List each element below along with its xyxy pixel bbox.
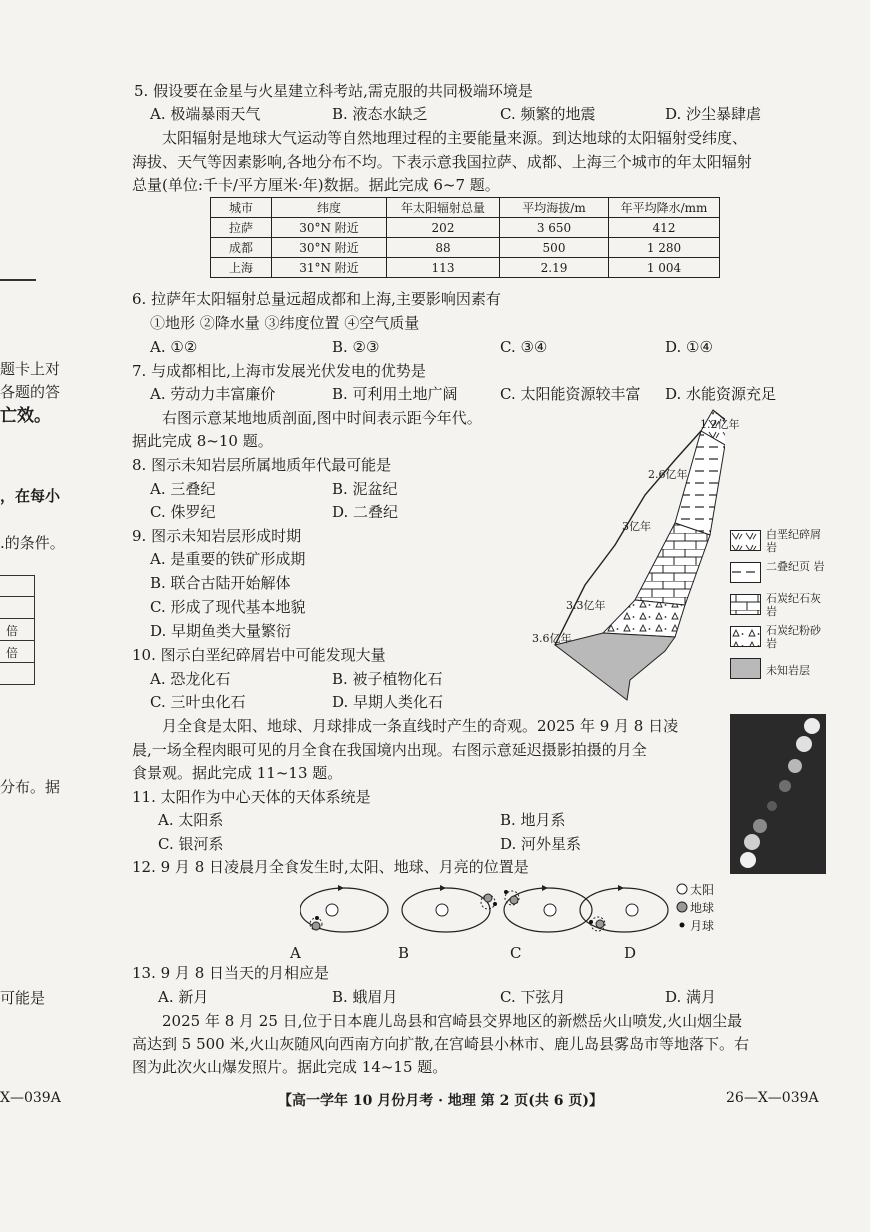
table-header-row: [211, 198, 720, 218]
geo-time-label: 2.6亿年: [648, 468, 688, 481]
page-footer: 【高一学年 10 月份月考 · 地理 第 2 页(共 6 页)】: [278, 1093, 603, 1109]
q6-items: ①地形 ②降水量 ③纬度位置 ④空气质量: [150, 314, 420, 332]
margin-text: 倍: [6, 646, 19, 660]
intro1113-line: 晨,一场全程肉眼可见的月全食在我国境内出现。右图示意延迟摄影拍摄的月全: [132, 741, 647, 759]
margin-rule: [0, 279, 36, 281]
orbit-label-a: A: [290, 944, 301, 962]
legend-earth-label: 地球: [690, 901, 715, 915]
q6-option-a: A. ①②: [150, 338, 198, 356]
radiation-table: [210, 197, 720, 278]
q11-option-c: C. 银河系: [158, 835, 224, 853]
q13-option-d: D. 满月: [665, 988, 717, 1006]
margin-text: .的条件。: [0, 534, 65, 552]
margin-code: X—039A: [0, 1090, 61, 1106]
legend-label: 二叠纪页 岩: [766, 560, 825, 573]
lunar-eclipse-photo: [730, 714, 826, 874]
q7-option-d: D. 水能资源充足: [665, 385, 777, 403]
table-cell: 30°N 附近: [272, 218, 387, 238]
q7-stem: 7. 与成都相比,上海市发展光伏发电的优势是: [132, 362, 426, 380]
q5-stem: 5. 假设要在金星与火星建立科考站,需克服的共同极端环境是: [134, 82, 533, 100]
table-cell: 202: [387, 218, 500, 238]
table-cell: 31°N 附近: [272, 258, 387, 278]
legend-label: 石炭纪粉砂岩: [766, 624, 821, 650]
table-cell: 500: [500, 238, 609, 258]
q7-option-c: C. 太阳能资源较丰富: [500, 385, 641, 403]
q10-option-a: A. 恐龙化石: [150, 670, 231, 688]
table-cell: 1 004: [609, 258, 720, 278]
geo-time-label: 1.2亿年: [700, 418, 740, 431]
table-row: [211, 238, 720, 258]
table-cell: 拉萨: [211, 218, 272, 238]
intro1415-line: 2025 年 8 月 25 日,位于日本鹿儿岛县和宫崎县交界地区的新燃岳火山喷发,火山烟尘最: [162, 1012, 743, 1030]
q11-option-b: B. 地月系: [500, 811, 566, 829]
q9-option-c: C. 形成了现代基本地貌: [150, 598, 306, 616]
orbit-diagram-a: [300, 885, 388, 932]
q12-stem: 12. 9 月 8 日凌晨月全食发生时,太阳、地球、月亮的位置是: [132, 858, 529, 876]
table-cell: 2.19: [500, 258, 609, 278]
table-header: 纬度: [272, 198, 387, 218]
margin-text: 倍: [6, 624, 19, 638]
q10-option-b: B. 被子植物化石: [332, 670, 443, 688]
table-row: [211, 258, 720, 278]
legend-moon-label: 月球: [690, 919, 715, 933]
q9-option-b: B. 联合古陆开始解体: [150, 574, 291, 592]
margin-text: 各题的答: [0, 383, 61, 401]
q7-option-b: B. 可利用土地广阔: [332, 385, 458, 403]
q13-option-b: B. 蛾眉月: [332, 988, 398, 1006]
geo-time-label: 3.6亿年: [532, 632, 572, 645]
table-cell: 30°N 附近: [272, 238, 387, 258]
table-row: [211, 218, 720, 238]
q11-stem: 11. 太阳作为中心天体的天体系统是: [132, 788, 371, 806]
page-code: 26—X—039A: [726, 1090, 819, 1106]
geo-legend-swatches: [730, 530, 762, 680]
table-header: 年太阳辐射总量: [387, 198, 500, 218]
q8-option-d: D. 二叠纪: [332, 503, 399, 521]
table-header: 城市: [211, 198, 272, 218]
orbit-legend-symbols: [676, 883, 688, 933]
table-header: 平均海拔/m: [500, 198, 609, 218]
legend-swatch-siltstone: [731, 627, 761, 647]
orbit-diagrams: [300, 880, 680, 942]
q5-option-b: B. 液态水缺乏: [332, 105, 428, 123]
legend-label: 未知岩层: [766, 664, 810, 677]
legend-label: 白垩纪碎屑岩: [766, 528, 821, 554]
table-cell: 1 280: [609, 238, 720, 258]
intro1113-line: 食景观。据此完成 11~13 题。: [132, 764, 343, 782]
q5-option-d: D. 沙尘暴肆虐: [665, 105, 762, 123]
intro67-line: 太阳辐射是地球大气运动等自然地理过程的主要能量来源。到达地球的太阳辐射受纬度、: [162, 129, 748, 147]
legend-swatch-unknown: [731, 659, 761, 679]
margin-text: 题卡上对: [0, 360, 61, 378]
sun-symbol: [677, 884, 687, 894]
orbit-label-b: B: [398, 944, 410, 962]
orbit-diagram-d: [580, 885, 668, 932]
q13-option-a: A. 新月: [158, 988, 209, 1006]
carboniferous-limestone-layer: [635, 523, 710, 605]
table-cell: 88: [387, 238, 500, 258]
q13-option-c: C. 下弦月: [500, 988, 566, 1006]
intro1415-line: 高达到 5 500 米,火山灰随风向西南方向扩散,在宫崎县小林市、鹿儿岛县雾岛市等地落下。右: [132, 1035, 750, 1053]
intro67-line: 总量(单位:千卡/平方厘米·年)数据。据此完成 6~7 题。: [132, 176, 500, 194]
q9-stem: 9. 图示未知岩层形成时期: [132, 527, 302, 545]
q11-option-a: A. 太阳系: [158, 811, 224, 829]
table-cell: 3 650: [500, 218, 609, 238]
geo-time-label: 3.3亿年: [566, 599, 606, 612]
q13-stem: 13. 9 月 8 日当天的月相应是: [132, 964, 330, 982]
table-cell: 上海: [211, 258, 272, 278]
moon-symbol: [680, 923, 685, 928]
table-cell: 成都: [211, 238, 272, 258]
intro810-line: 右图示意某地地质剖面,图中时间表示距今年代。: [162, 409, 482, 427]
q6-stem: 6. 拉萨年太阳辐射总量远超成都和上海,主要影响因素有: [132, 290, 501, 308]
legend-sun-label: 太阳: [690, 883, 715, 897]
q5-option-c: C. 频繁的地震: [500, 105, 596, 123]
geologic-section-figure: [525, 405, 725, 705]
q8-option-b: B. 泥盆纪: [332, 480, 398, 498]
carboniferous-siltstone-layer: [603, 600, 685, 637]
q10-option-c: C. 三叶虫化石: [150, 693, 246, 711]
q7-option-a: A. 劳动力丰富廉价: [150, 385, 276, 403]
q5-option-a: A. 极端暴雨天气: [150, 105, 261, 123]
orbit-diagram-c: [504, 885, 592, 932]
q8-stem: 8. 图示未知岩层所属地质年代最可能是: [132, 456, 392, 474]
table-cell: 412: [609, 218, 720, 238]
orbit-label-d: D: [624, 944, 637, 962]
margin-text: 分布。据: [0, 778, 61, 796]
legend-label: 石炭纪石灰岩: [766, 592, 821, 618]
q10-option-d: D. 早期人类化石: [332, 693, 444, 711]
legend-swatch-permian: [731, 563, 761, 583]
geo-time-label: 3亿年: [622, 520, 651, 533]
q8-option-a: A. 三叠纪: [150, 480, 216, 498]
q9-option-a: A. 是重要的铁矿形成期: [150, 550, 306, 568]
table-cell: 113: [387, 258, 500, 278]
permian-shale-layer: [675, 431, 725, 535]
orbit-diagram-b: [402, 885, 497, 932]
legend-swatch-limestone: [731, 595, 761, 615]
q6-option-b: B. ②③: [332, 338, 380, 356]
q11-option-d: D. 河外星系: [500, 835, 582, 853]
intro1113-line: 月全食是太阳、地球、月球排成一条直线时产生的奇观。2025 年 9 月 8 日凌: [162, 717, 679, 735]
table-header: 年平均降水/mm: [609, 198, 720, 218]
q6-option-c: C. ③④: [500, 338, 548, 356]
q10-stem: 10. 图示白垩纪碎屑岩中可能发现大量: [132, 646, 386, 664]
q8-option-c: C. 侏罗纪: [150, 503, 216, 521]
margin-text: 亡效。: [0, 406, 51, 426]
margin-text: ，在每小: [0, 487, 61, 505]
q6-option-d: D. ①④: [665, 338, 713, 356]
unknown-layer: [555, 633, 675, 700]
orbit-label-c: C: [510, 944, 522, 962]
legend-swatch-cretaceous: [731, 531, 761, 551]
earth-symbol: [677, 902, 687, 912]
q9-option-d: D. 早期鱼类大量繁衍: [150, 622, 292, 640]
margin-text: 可能是: [0, 989, 46, 1007]
intro1415-line: 图为此次火山爆发照片。据此完成 14~15 题。: [132, 1058, 448, 1076]
intro810-line: 据此完成 8~10 题。: [132, 432, 273, 450]
intro67-line: 海拔、天气等因素影响,各地分布不均。下表示意我国拉萨、成都、上海三个城市的年太阳辐射: [132, 153, 752, 171]
